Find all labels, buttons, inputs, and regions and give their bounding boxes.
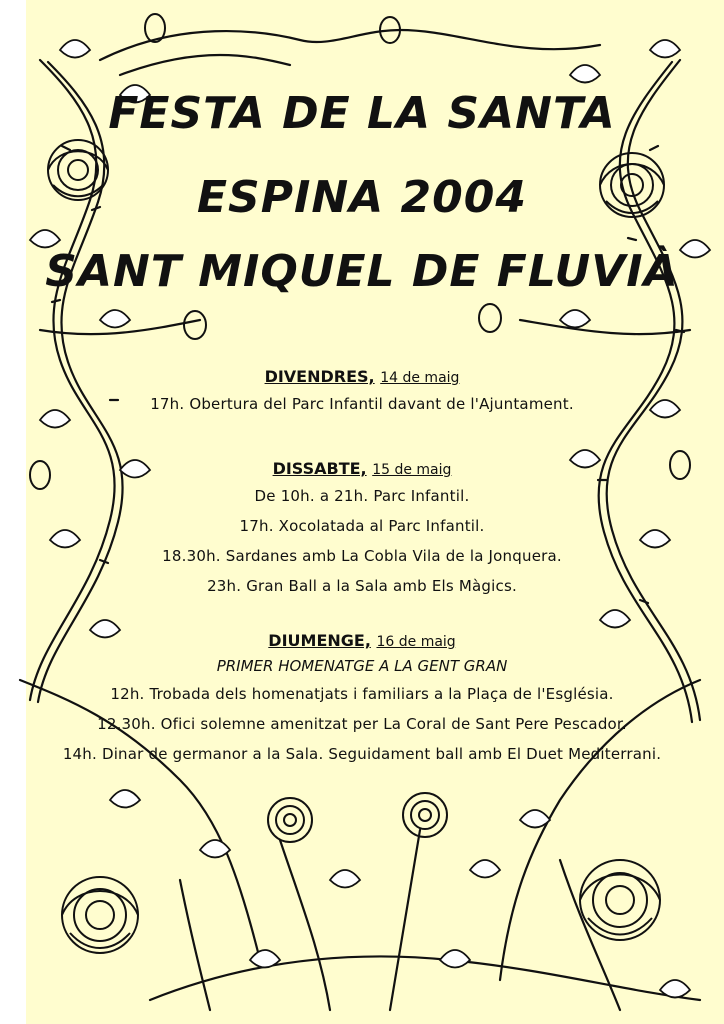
day-heading — [0, 458, 724, 481]
title-line-2: ESPINA 2004 — [196, 172, 528, 223]
event-line: 17h. Xocolatada al Parc Infantil. — [239, 517, 485, 535]
day-name: DIUMENGE, — [268, 631, 371, 650]
title-line-3: SANT MIQUEL DE FLUVIÀ — [45, 246, 679, 297]
day-name: DISSABTE, — [272, 459, 367, 478]
day-date: 15 de maig — [372, 462, 452, 478]
day-block-friday — [0, 366, 724, 419]
event-line: 12h. Trobada dels homenatjats i familiars a la Plaça de l'Església. — [110, 685, 614, 703]
event-line: 12.30h. Ofici solemne amenitzat per La Coral de Sant Pere Pescador. — [97, 715, 627, 733]
day-subtitle: PRIMER HOMENATGE A LA GENT GRAN — [216, 657, 508, 675]
event-line: De 10h. a 21h. Parc Infantil. — [254, 487, 470, 505]
day-heading — [0, 366, 724, 389]
event-line: 23h. Gran Ball a la Sala amb Els Màgics. — [207, 577, 517, 595]
day-block-sunday — [0, 630, 724, 769]
event-line: 18.30h. Sardanes amb La Cobla Vila de la Jonquera. — [162, 547, 562, 565]
day-date: 16 de maig — [376, 634, 456, 650]
day-name: DIVENDRES, — [264, 367, 375, 386]
title-line-1: FESTA DE LA SANTA — [108, 88, 616, 139]
event-line: 14h. Dinar de germanor a la Sala. Seguidament ball amb El Duet Mediterrani. — [62, 745, 662, 763]
day-block-saturday — [0, 458, 724, 601]
day-heading — [0, 630, 724, 653]
day-date: 14 de maig — [380, 370, 460, 386]
event-line: 17h. Obertura del Parc Infantil davant de l'Ajuntament. — [150, 395, 574, 413]
